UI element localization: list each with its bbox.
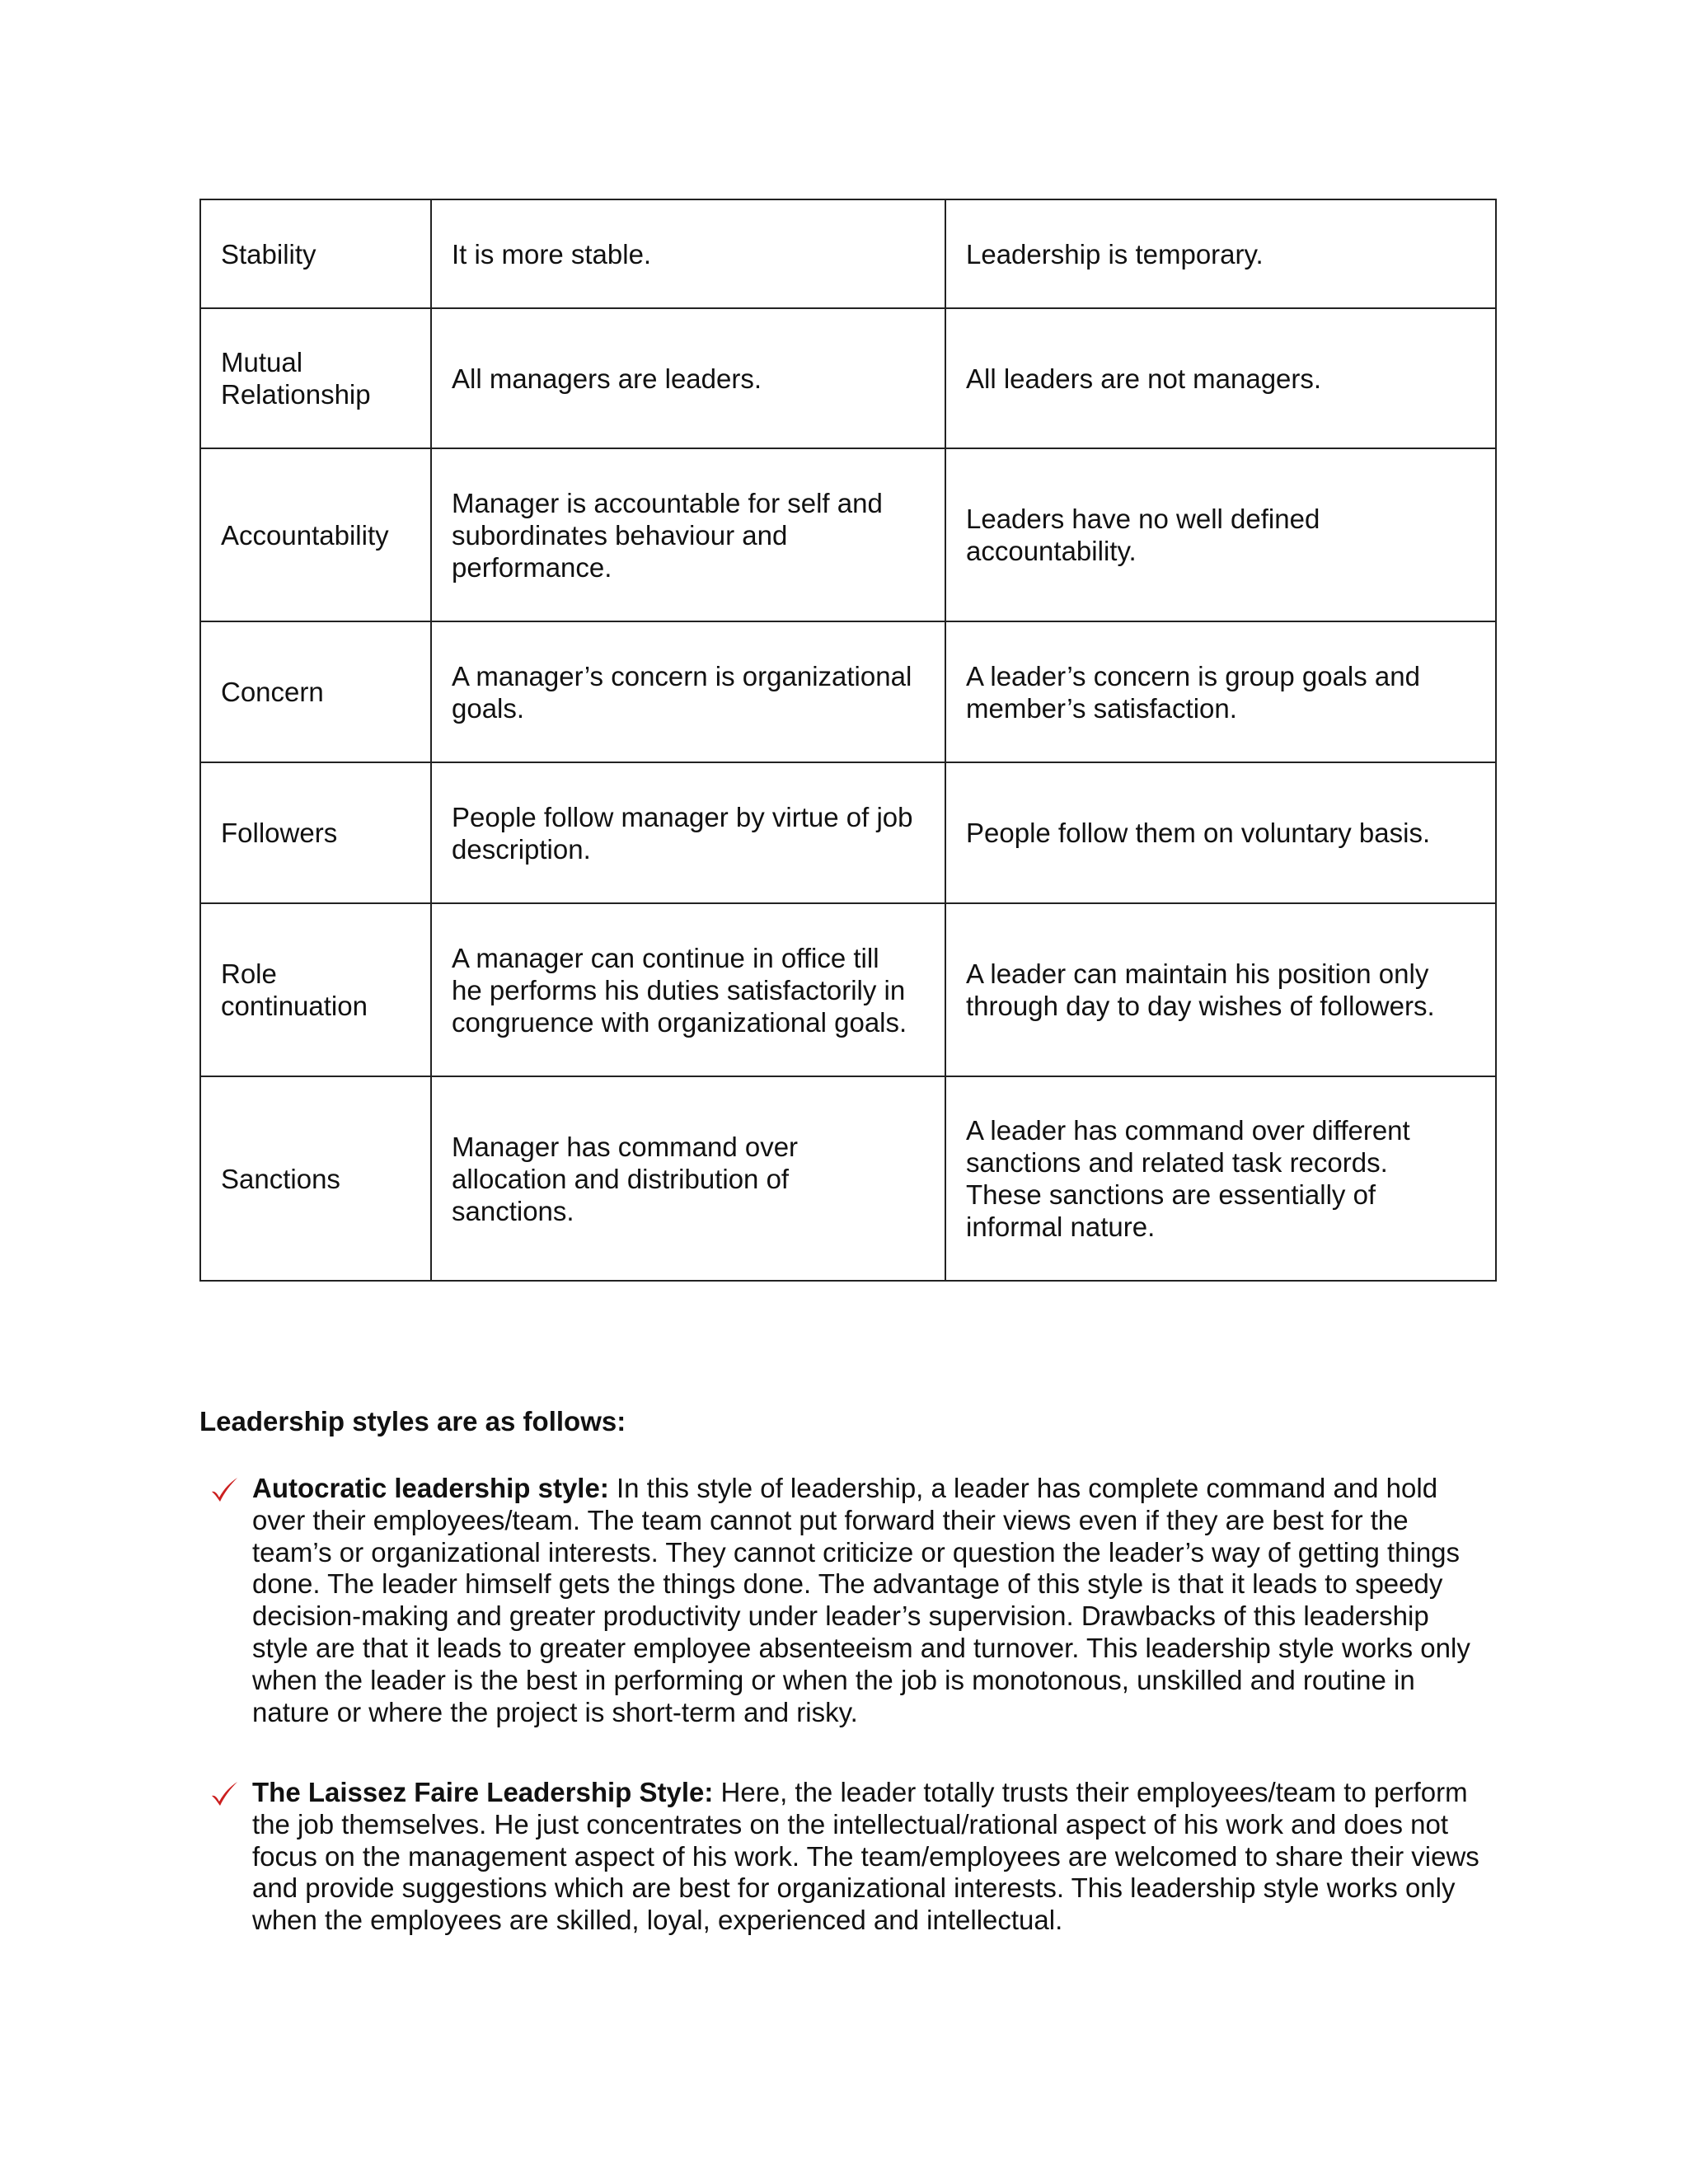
table-row: [200, 199, 1496, 308]
list-item: [199, 1777, 1485, 1937]
management-cell: A manager can continue in office till he performs his duties satisfactorily in congruence with organizational goals.: [431, 903, 945, 1076]
table-row: [200, 448, 1496, 621]
management-cell: A manager’s concern is organizational goals.: [431, 621, 945, 762]
list-item-text: [252, 1473, 1485, 1728]
leadership-cell: All leaders are not managers.: [945, 308, 1496, 448]
table-row: [200, 308, 1496, 448]
leadership-cell: A leader can maintain his position only through day to day wishes of followers.: [945, 903, 1496, 1076]
management-cell: All managers are leaders.: [431, 308, 945, 448]
checkmark-icon: [208, 1779, 241, 1811]
aspect-cell: Concern: [200, 621, 431, 762]
leadership-cell: Leaders have no well defined accountability.: [945, 448, 1496, 621]
management-cell: People follow manager by virtue of job description.: [431, 762, 945, 903]
leadership-cell: People follow them on voluntary basis.: [945, 762, 1496, 903]
leadership-cell: A leader has command over different sanctions and related task records. These sanctions are essentially of informal nature.: [945, 1076, 1496, 1281]
management-cell: It is more stable.: [431, 199, 945, 308]
aspect-cell: Stability: [200, 199, 431, 308]
management-cell: Manager has command over allocation and distribution of sanctions.: [431, 1076, 945, 1281]
style-term: Autocratic leadership style:: [252, 1473, 609, 1503]
table-row: [200, 1076, 1496, 1281]
comparison-table: [199, 199, 1497, 1282]
style-term: The Laissez Faire Leadership Style:: [252, 1777, 714, 1807]
style-description: Here, the leader totally trusts their employees/team to perform the job themselves. He just concentrates on the intellectual/rational aspect of his work and does not focus on the management aspect of his work. The team/employees are welcomed to share their views and provide suggestions which are best for organizational interests. This leadership style works only when the employees are skilled, loyal, experienced and intellectual.: [252, 1777, 1479, 1936]
aspect-cell: Accountability: [200, 448, 431, 621]
table-row: [200, 903, 1496, 1076]
style-description: In this style of leadership, a leader has complete command and hold over their employees/team. The team cannot put forward their views even if they are best for the team’s or organizational interests. They cannot criticize or question the leader’s way of getting things done. The leader himself gets the things done. The advantage of this style is that it leads to speedy decision-making and greater productivity under leader’s supervision. Drawbacks of this leadership style are that it leads to greater employee absenteeism and turnover. This leadership style works only when the leader is the best in performing or when the job is monotonous, unskilled and routine in nature or where the project is short-term and risky.: [252, 1473, 1470, 1727]
list-item: [199, 1473, 1485, 1728]
aspect-cell: Sanctions: [200, 1076, 431, 1281]
leadership-cell: A leader’s concern is group goals and member’s satisfaction.: [945, 621, 1496, 762]
section-heading: Leadership styles are as follows:: [199, 1406, 626, 1436]
list-item-text: [252, 1777, 1485, 1937]
leadership-cell: Leadership is temporary.: [945, 199, 1496, 308]
aspect-cell: Role continuation: [200, 903, 431, 1076]
management-cell: Manager is accountable for self and subordinates behaviour and performance.: [431, 448, 945, 621]
table-row: [200, 762, 1496, 903]
table-row: [200, 621, 1496, 762]
aspect-cell: Followers: [200, 762, 431, 903]
aspect-cell: Mutual Relationship: [200, 308, 431, 448]
checkmark-icon: [208, 1474, 241, 1507]
